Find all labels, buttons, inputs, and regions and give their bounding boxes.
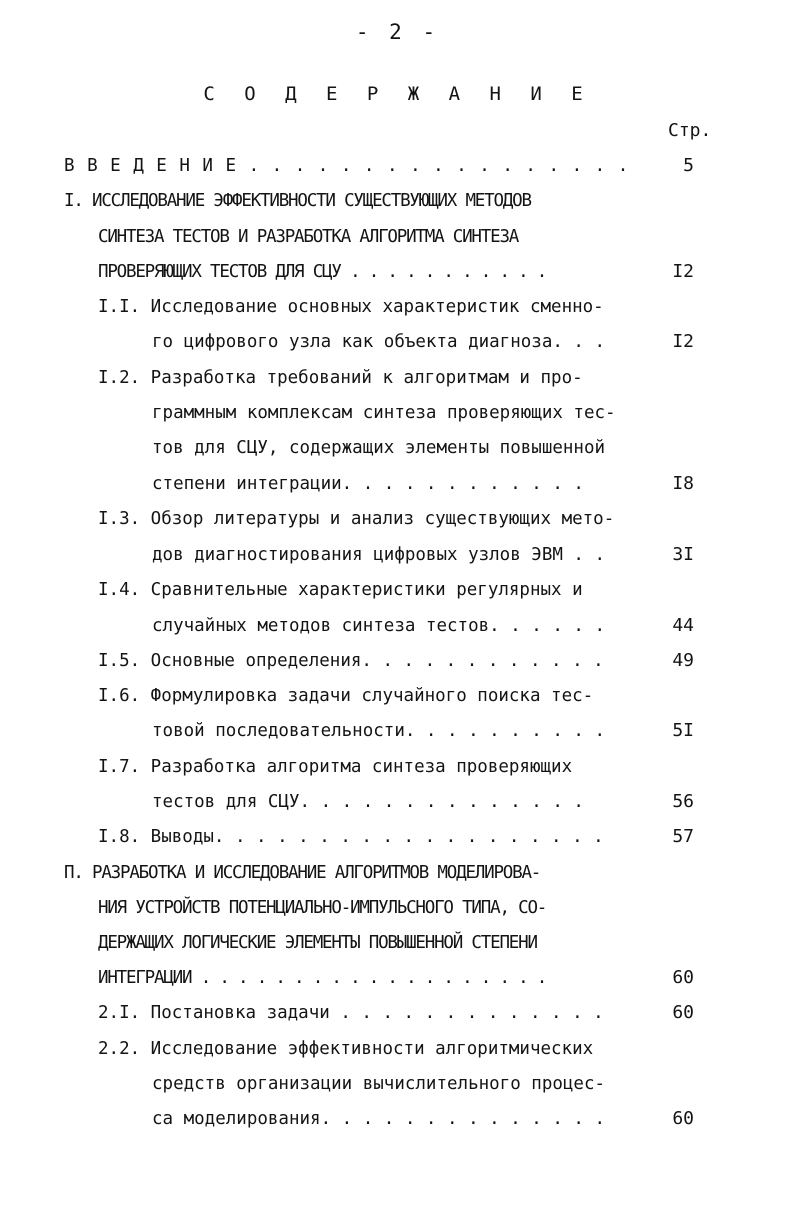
toc-entry-text: го цифрового узла как объекта диагноза. . . [152,332,606,352]
toc-entry-page: 44 [672,615,694,636]
toc-entry-page: I2 [672,261,694,282]
toc-entry-text: средств организации вычислительного процес- [152,1074,606,1094]
toc-entry-text: товой последовательности. . . . . . . . . . [152,721,606,741]
toc-entry-text: I.8. Выводы. . . . . . . . . . . . . . . . . . . [98,827,604,847]
toc-title: С О Д Е Р Ж А Н И Е [203,83,592,105]
toc-entry-page: I2 [672,331,694,352]
toc-entry-text: 2.2. Исследование эффективности алгоритмических [98,1039,594,1059]
toc-entry-page: 60 [672,1002,694,1023]
toc-entry-page: 5 [683,155,694,176]
toc-entry-page: 60 [672,1108,694,1129]
toc-entry-page: 60 [672,967,694,988]
toc-entry-page: 49 [672,650,694,671]
toc-entry-text: I.7. Разработка алгоритма синтеза проверяющих [98,757,573,777]
toc-entry-text: степени интеграции. . . . . . . . . . . . [152,474,584,494]
toc-entry-text: са моделирования. . . . . . . . . . . . . . [152,1109,606,1129]
toc-entry-page: 57 [672,826,694,847]
toc-entry-text: I.6. Формулировка задачи случайного поиска тес- [98,686,594,706]
toc-entry-page: 3I [672,544,694,565]
toc-entry-page: I8 [672,473,694,494]
toc-entry-text: граммным комплексам синтеза проверяющих тес- [152,403,616,423]
toc-entry-page: 56 [672,791,694,812]
toc-entry-text: ДЕРЖАЩИХ ЛОГИЧЕСКИЕ ЭЛЕМЕНТЫ ПОВЫШЕННОЙ СТЕПЕНИ [98,933,537,953]
toc-entry-text: I.2. Разработка требований к алгоритмам и про- [98,368,583,388]
toc-entry-text: 2.I. Постановка задачи . . . . . . . . . . . . . [98,1003,604,1023]
toc-entry-text: СИНТЕЗА ТЕСТОВ И РАЗРАБОТКА АЛГОРИТМА СИНТЕЗА [98,227,519,247]
toc-entry-text: В В Е Д Е Н И Е . . . . . . . . . . . . . . . . . [64,156,630,176]
toc-entry-text: I. ИССЛЕДОВАНИЕ ЭФФЕКТИВНОСТИ СУЩЕСТВУЮЩИХ МЕТОДОВ [64,191,531,211]
toc-entry-page: 5I [672,720,694,741]
toc-entry-text: тестов для СЦУ. . . . . . . . . . . . . . [152,792,584,812]
toc-entry-text: I.5. Основные определения. . . . . . . . . . . . [98,651,604,671]
toc-entry-text: ПРОВЕРЯЮЩИХ ТЕСТОВ ДЛЯ СЦУ . . . . . . . . . . . [98,262,547,282]
toc-entry-text: случайных методов синтеза тестов. . . . . . [152,616,606,636]
toc-entry-text: тов для СЦУ, содержащих элементы повышенной [152,438,606,458]
toc-entry-text: дов диагностирования цифровых узлов ЭВМ . . [152,545,606,565]
page-column-header: Стр. [668,120,712,141]
page-number: - 2 - [355,20,440,44]
toc-entry-text: I.3. Обзор литературы и анализ существующих мето- [98,509,615,529]
toc-entry-text: I.I. Исследование основных характеристик сменно- [98,297,604,317]
toc-entry-text: I.4. Сравнительные характеристики регулярных и [98,580,583,600]
toc-entry-text: НИЯ УСТРОЙСТВ ПОТЕНЦИАЛЬНО-ИМПУЛЬСНОГО ТИПА, СО- [98,898,547,918]
toc-entry-text: П. РАЗРАБОТКА И ИССЛЕДОВАНИЕ АЛГОРИТМОВ МОДЕЛИРОВА- [64,863,541,883]
toc-entry-text: ИНТЕГРАЦИИ . . . . . . . . . . . . . . . . . . . [98,968,547,988]
